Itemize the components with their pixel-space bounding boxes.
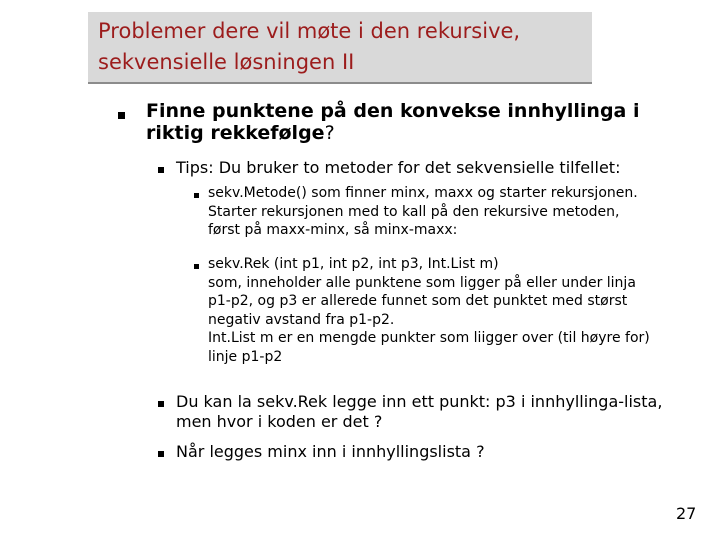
tips-text: Tips: Du bruker to metoder for det sekvensielle tilfellet: bbox=[176, 158, 621, 177]
slide-title bbox=[98, 16, 586, 78]
bullet-marker-question-2 bbox=[158, 451, 164, 457]
sub-bullet-1: sekv.Metode() som finner minx, maxx og starter rekursjonen. Starter rekursjonen med to kall på den rekursive metoden, først på maxx-minx, så minx-maxx: bbox=[208, 185, 638, 238]
page-number: 27 bbox=[676, 504, 697, 523]
bullet-marker-question-1 bbox=[158, 401, 164, 407]
main-bullet-text: Finne punktene på den konvekse innhyllinga i riktig rekkefølge? bbox=[146, 100, 640, 144]
bullet-marker-main bbox=[118, 112, 125, 119]
question-2-text: Når legges minx inn i innhyllingslista ? bbox=[176, 442, 485, 461]
bullet-marker-sub-1 bbox=[194, 193, 199, 198]
bullet-marker-tips bbox=[158, 167, 164, 173]
title-box bbox=[88, 12, 592, 84]
title-line-2: sekvensielle løsningen II bbox=[98, 50, 355, 74]
question-1-text: Du kan la sekv.Rek legge inn ett punkt: p3 i innhyllinga-lista, men hvor i koden er det ? bbox=[176, 392, 663, 431]
sub-bullet-2: sekv.Rek (int p1, int p2, int p3, Int.List m) som, inneholder alle punktene som ligger på eller under linja p1-p2, og p3 er allerede funnet som det punktet med størst negativ avstand fra p1-p2. Int.List m er en mengde punkter som liigger over (til høyre for) linje p1-p2 bbox=[208, 256, 650, 365]
title-line-1: Problemer dere vil møte i den rekursive, bbox=[98, 19, 521, 43]
bullet-marker-sub-2 bbox=[194, 264, 199, 269]
